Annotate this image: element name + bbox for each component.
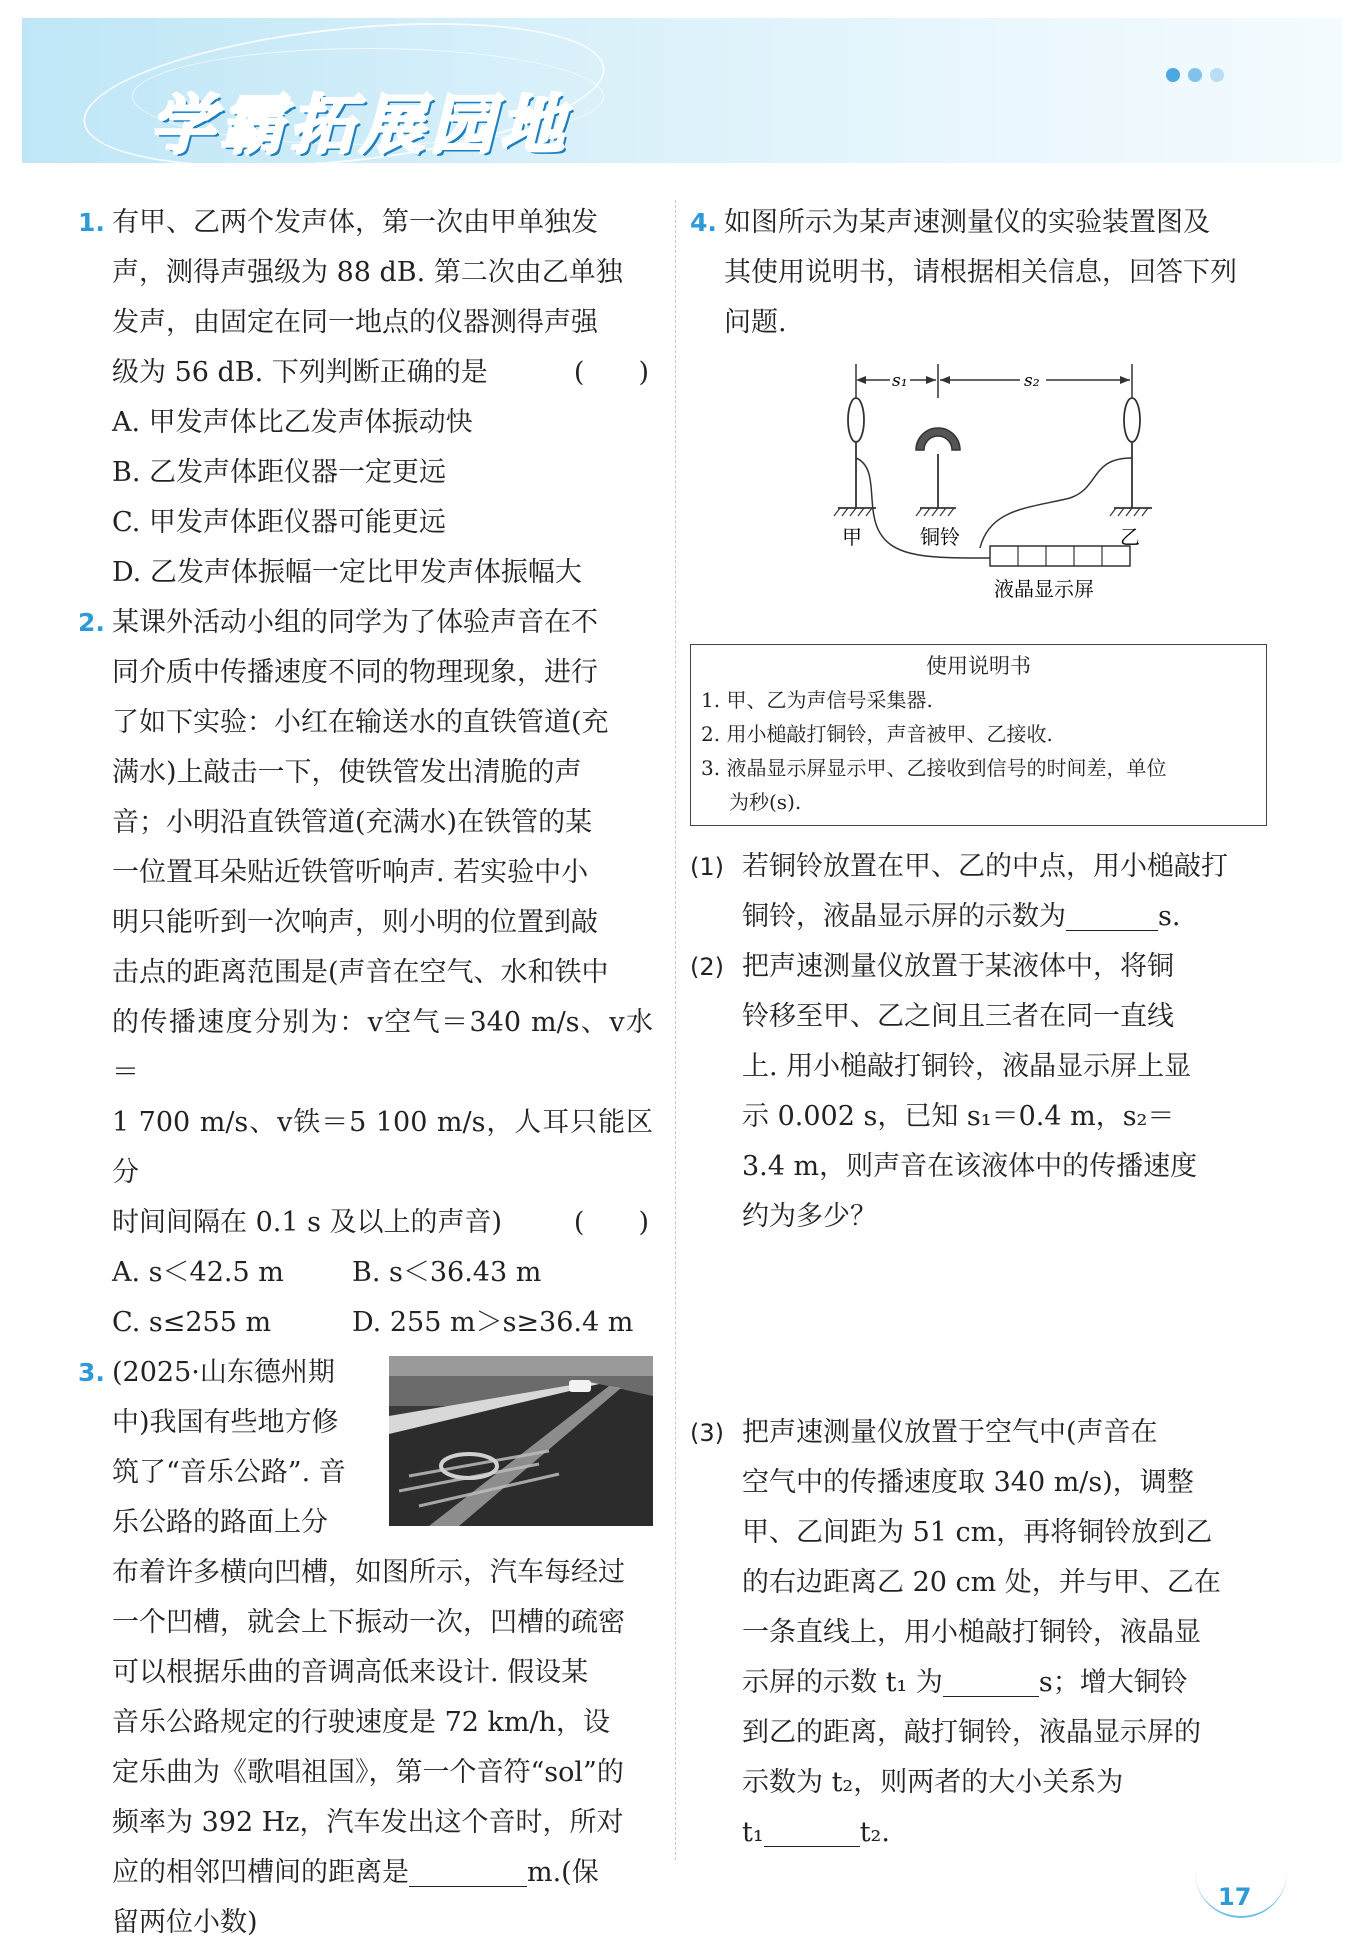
options-row bbox=[78, 1248, 653, 1298]
text-fragment: 应的相邻凹槽间的距离是 bbox=[112, 1857, 409, 1888]
text-line: 明只能听到一次响声，则小明的位置到敲 bbox=[112, 907, 598, 938]
option-a: A. 甲发声体比乙发声体振动快 bbox=[112, 407, 473, 438]
text-line: 3.4 m，则声音在该液体中的传播速度 bbox=[742, 1151, 1198, 1182]
text-line: 可以根据乐曲的音调高低来设计. 假设某 bbox=[112, 1657, 589, 1688]
text-line: 有甲、乙两个发声体，第一次由甲单独发 bbox=[112, 207, 598, 238]
column-divider bbox=[675, 200, 676, 1860]
manual-item: 1. 甲、乙为声信号采集器. bbox=[701, 688, 933, 712]
sub-number: (2) bbox=[690, 953, 724, 981]
page-number: 17 bbox=[1218, 1883, 1252, 1911]
s1-label: s₁ bbox=[892, 371, 908, 391]
text-line: 到乙的距离，敲打铜铃，液晶显示屏的 bbox=[742, 1717, 1201, 1748]
options-row bbox=[78, 1298, 653, 1348]
question-text bbox=[724, 198, 1272, 348]
question-number: 1. bbox=[78, 208, 105, 237]
banner-title: 学霸拓展园地 bbox=[150, 89, 570, 163]
text-line: 乐公路的路面上分 bbox=[112, 1507, 328, 1538]
sub-question-2 bbox=[690, 942, 1272, 1242]
text-line: 一条直线上，用小槌敲打铜铃，液晶显 bbox=[742, 1617, 1201, 1648]
answer-blank[interactable] bbox=[764, 1816, 860, 1847]
sub-question-1 bbox=[690, 842, 1272, 942]
text-line-with-blank bbox=[742, 1658, 1272, 1708]
left-column bbox=[78, 198, 653, 1948]
question-3 bbox=[78, 1348, 653, 1948]
manual-item: 为秒(s). bbox=[729, 790, 802, 814]
answer-paren: ( ) bbox=[573, 357, 649, 388]
sub-question-3 bbox=[690, 1408, 1272, 1858]
text-line: 留两位小数) bbox=[112, 1907, 258, 1938]
option-c: C. 甲发声体距仪器可能更远 bbox=[112, 507, 446, 538]
question-4 bbox=[690, 198, 1272, 348]
dot-icon bbox=[1210, 68, 1224, 82]
text-line: 约为多少？ bbox=[742, 1201, 877, 1232]
text-line-with-paren bbox=[112, 348, 653, 398]
text-line: 空气中的传播速度取 340 m/s)，调整 bbox=[742, 1467, 1194, 1498]
text-line: 击点的距离范围是(声音在空气、水和铁中 bbox=[112, 957, 609, 988]
text-line: 了如下实验：小红在输送水的直铁管道(充 bbox=[112, 707, 609, 738]
text-line: 布着许多横向凹槽，如图所示，汽车每经过 bbox=[112, 1557, 625, 1588]
dot-icon bbox=[1166, 68, 1180, 82]
music-road-photo bbox=[389, 1356, 653, 1526]
text-line: 把声速测量仪放置于空气中(声音在 bbox=[742, 1417, 1158, 1448]
text-line: 时间间隔在 0.1 s 及以上的声音) bbox=[112, 1207, 503, 1238]
text-line: 铃移至甲、乙之间且三者在同一直线 bbox=[742, 1001, 1174, 1032]
text-line: 上. 用小槌敲打铜铃，液晶显示屏上显 bbox=[742, 1051, 1192, 1082]
option-d: D. 乙发声体振幅一定比甲发声体振幅大 bbox=[112, 557, 582, 588]
manual-item: 3. 液晶显示屏显示甲、乙接收到信号的时间差，单位 bbox=[701, 756, 1167, 780]
text-line: 中)我国有些地方修 bbox=[112, 1407, 339, 1438]
option-d: D. 255 m＞s≥36.4 m bbox=[352, 1307, 634, 1338]
text-line: 如图所示为某声速测量仪的实验装置图及 bbox=[724, 207, 1210, 238]
text-line: 满水)上敲击一下，使铁管发出清脆的声 bbox=[112, 757, 582, 788]
sub-number: (3) bbox=[690, 1419, 724, 1447]
option-b: B. s＜36.43 m bbox=[352, 1257, 542, 1288]
text-fragment: m.(保 bbox=[527, 1857, 599, 1888]
text-line: 示数为 t₂，则两者的大小关系为 bbox=[742, 1767, 1124, 1798]
text-line: 定乐曲为《歌唱祖国》，第一个音符“sol”的 bbox=[112, 1757, 624, 1788]
question-number: 3. bbox=[78, 1358, 105, 1387]
text-line: 音乐公路规定的行驶速度是 72 km/h，设 bbox=[112, 1707, 610, 1738]
text-line: 1 700 m/s、v铁＝5 100 m/s，人耳只能区分 bbox=[112, 1107, 653, 1188]
text-line: 若铜铃放置在甲、乙的中点，用小槌敲打 bbox=[742, 851, 1228, 882]
question-1 bbox=[78, 198, 653, 398]
answer-paren: ( ) bbox=[573, 1207, 649, 1238]
text-line: 发声，由固定在同一地点的仪器测得声强 bbox=[112, 307, 598, 338]
banner-dots bbox=[1166, 68, 1224, 82]
text-line: 示 0.002 s，已知 s₁＝0.4 m，s₂＝ bbox=[742, 1101, 1175, 1132]
text-line: 一个凹槽，就会上下振动一次，凹槽的疏密 bbox=[112, 1607, 625, 1638]
lcd-label: 液晶显示屏 bbox=[994, 577, 1094, 601]
answer-space[interactable] bbox=[690, 1242, 1272, 1408]
text-line: 级为 56 dB. 下列判断正确的是 bbox=[112, 357, 488, 388]
manual-item: 2. 用小槌敲打铜铃，声音被甲、乙接收. bbox=[701, 722, 1053, 746]
text-fragment: 铜铃，液晶显示屏的示数为 bbox=[742, 901, 1066, 932]
question-number: 4. bbox=[690, 208, 717, 237]
text-line: 声，测得声强级为 88 dB. 第二次由乙单独 bbox=[112, 257, 623, 288]
jia-label: 甲 bbox=[842, 525, 862, 549]
question-text bbox=[112, 598, 653, 1248]
text-line: 频率为 392 Hz，汽车发出这个音时，所对 bbox=[112, 1807, 624, 1838]
dot-icon bbox=[1188, 68, 1202, 82]
question-text bbox=[112, 198, 653, 398]
question-2 bbox=[78, 598, 653, 1248]
question-number: 2. bbox=[78, 608, 105, 637]
answer-blank[interactable] bbox=[1066, 900, 1158, 931]
right-column bbox=[690, 198, 1272, 1858]
s2-label: s₂ bbox=[1024, 371, 1040, 391]
header-banner bbox=[22, 18, 1342, 163]
text-fragment: s. bbox=[1158, 901, 1181, 932]
tongling-label: 铜铃 bbox=[920, 525, 960, 549]
manual-title: 使用说明书 bbox=[926, 654, 1031, 678]
text-line: 一位置耳朵贴近铁管听响声. 若实验中小 bbox=[112, 857, 589, 888]
text-line: 某课外活动小组的同学为了体验声音在不 bbox=[112, 607, 598, 638]
apparatus-diagram bbox=[690, 358, 1272, 628]
text-fragment: t₁ bbox=[742, 1817, 764, 1848]
text-line-with-blank bbox=[112, 1848, 653, 1898]
text-line: 筑了“音乐公路”. 音 bbox=[112, 1457, 346, 1488]
answer-blank[interactable] bbox=[943, 1666, 1039, 1697]
text-line: 甲、乙间距为 51 cm，再将铜铃放到乙 bbox=[742, 1517, 1213, 1548]
text-line-with-paren bbox=[112, 1198, 653, 1248]
sub-number: (1) bbox=[690, 853, 724, 881]
yi-label: 乙 bbox=[1120, 525, 1140, 549]
option-b: B. 乙发声体距仪器一定更远 bbox=[112, 457, 447, 488]
text-fragment: 示屏的示数 t₁ 为 bbox=[742, 1667, 943, 1698]
text-fragment: t₂. bbox=[859, 1817, 890, 1848]
question-text bbox=[78, 1548, 653, 1948]
question-text bbox=[78, 1348, 367, 1548]
text-line-with-blank bbox=[742, 892, 1272, 942]
text-line: 的右边距离乙 20 cm 处，并与甲、乙在 bbox=[742, 1567, 1221, 1598]
option-a: A. s＜42.5 m bbox=[112, 1257, 284, 1288]
text-line: 音；小明沿直铁管道(充满水)在铁管的某 bbox=[112, 807, 593, 838]
text-line: 同介质中传播速度不同的物理现象，进行 bbox=[112, 657, 598, 688]
instruction-manual-box bbox=[690, 644, 1267, 826]
road-image bbox=[389, 1356, 653, 1526]
text-fragment: s；增大铜铃 bbox=[1038, 1667, 1188, 1698]
text-line: 把声速测量仪放置于某液体中，将铜 bbox=[742, 951, 1174, 982]
text-line: 问题. bbox=[724, 307, 787, 338]
apparatus-svg bbox=[690, 358, 1270, 628]
option-c: C. s≤255 m bbox=[112, 1307, 272, 1338]
text-line-with-blank bbox=[742, 1808, 1272, 1858]
answer-blank[interactable] bbox=[409, 1856, 527, 1887]
text-line: 的传播速度分别为：v空气＝340 m/s、v水＝ bbox=[112, 1007, 653, 1088]
text-line: (2025·山东德州期 bbox=[112, 1357, 335, 1388]
text-line: 其使用说明书，请根据相关信息，回答下列 bbox=[724, 257, 1237, 288]
